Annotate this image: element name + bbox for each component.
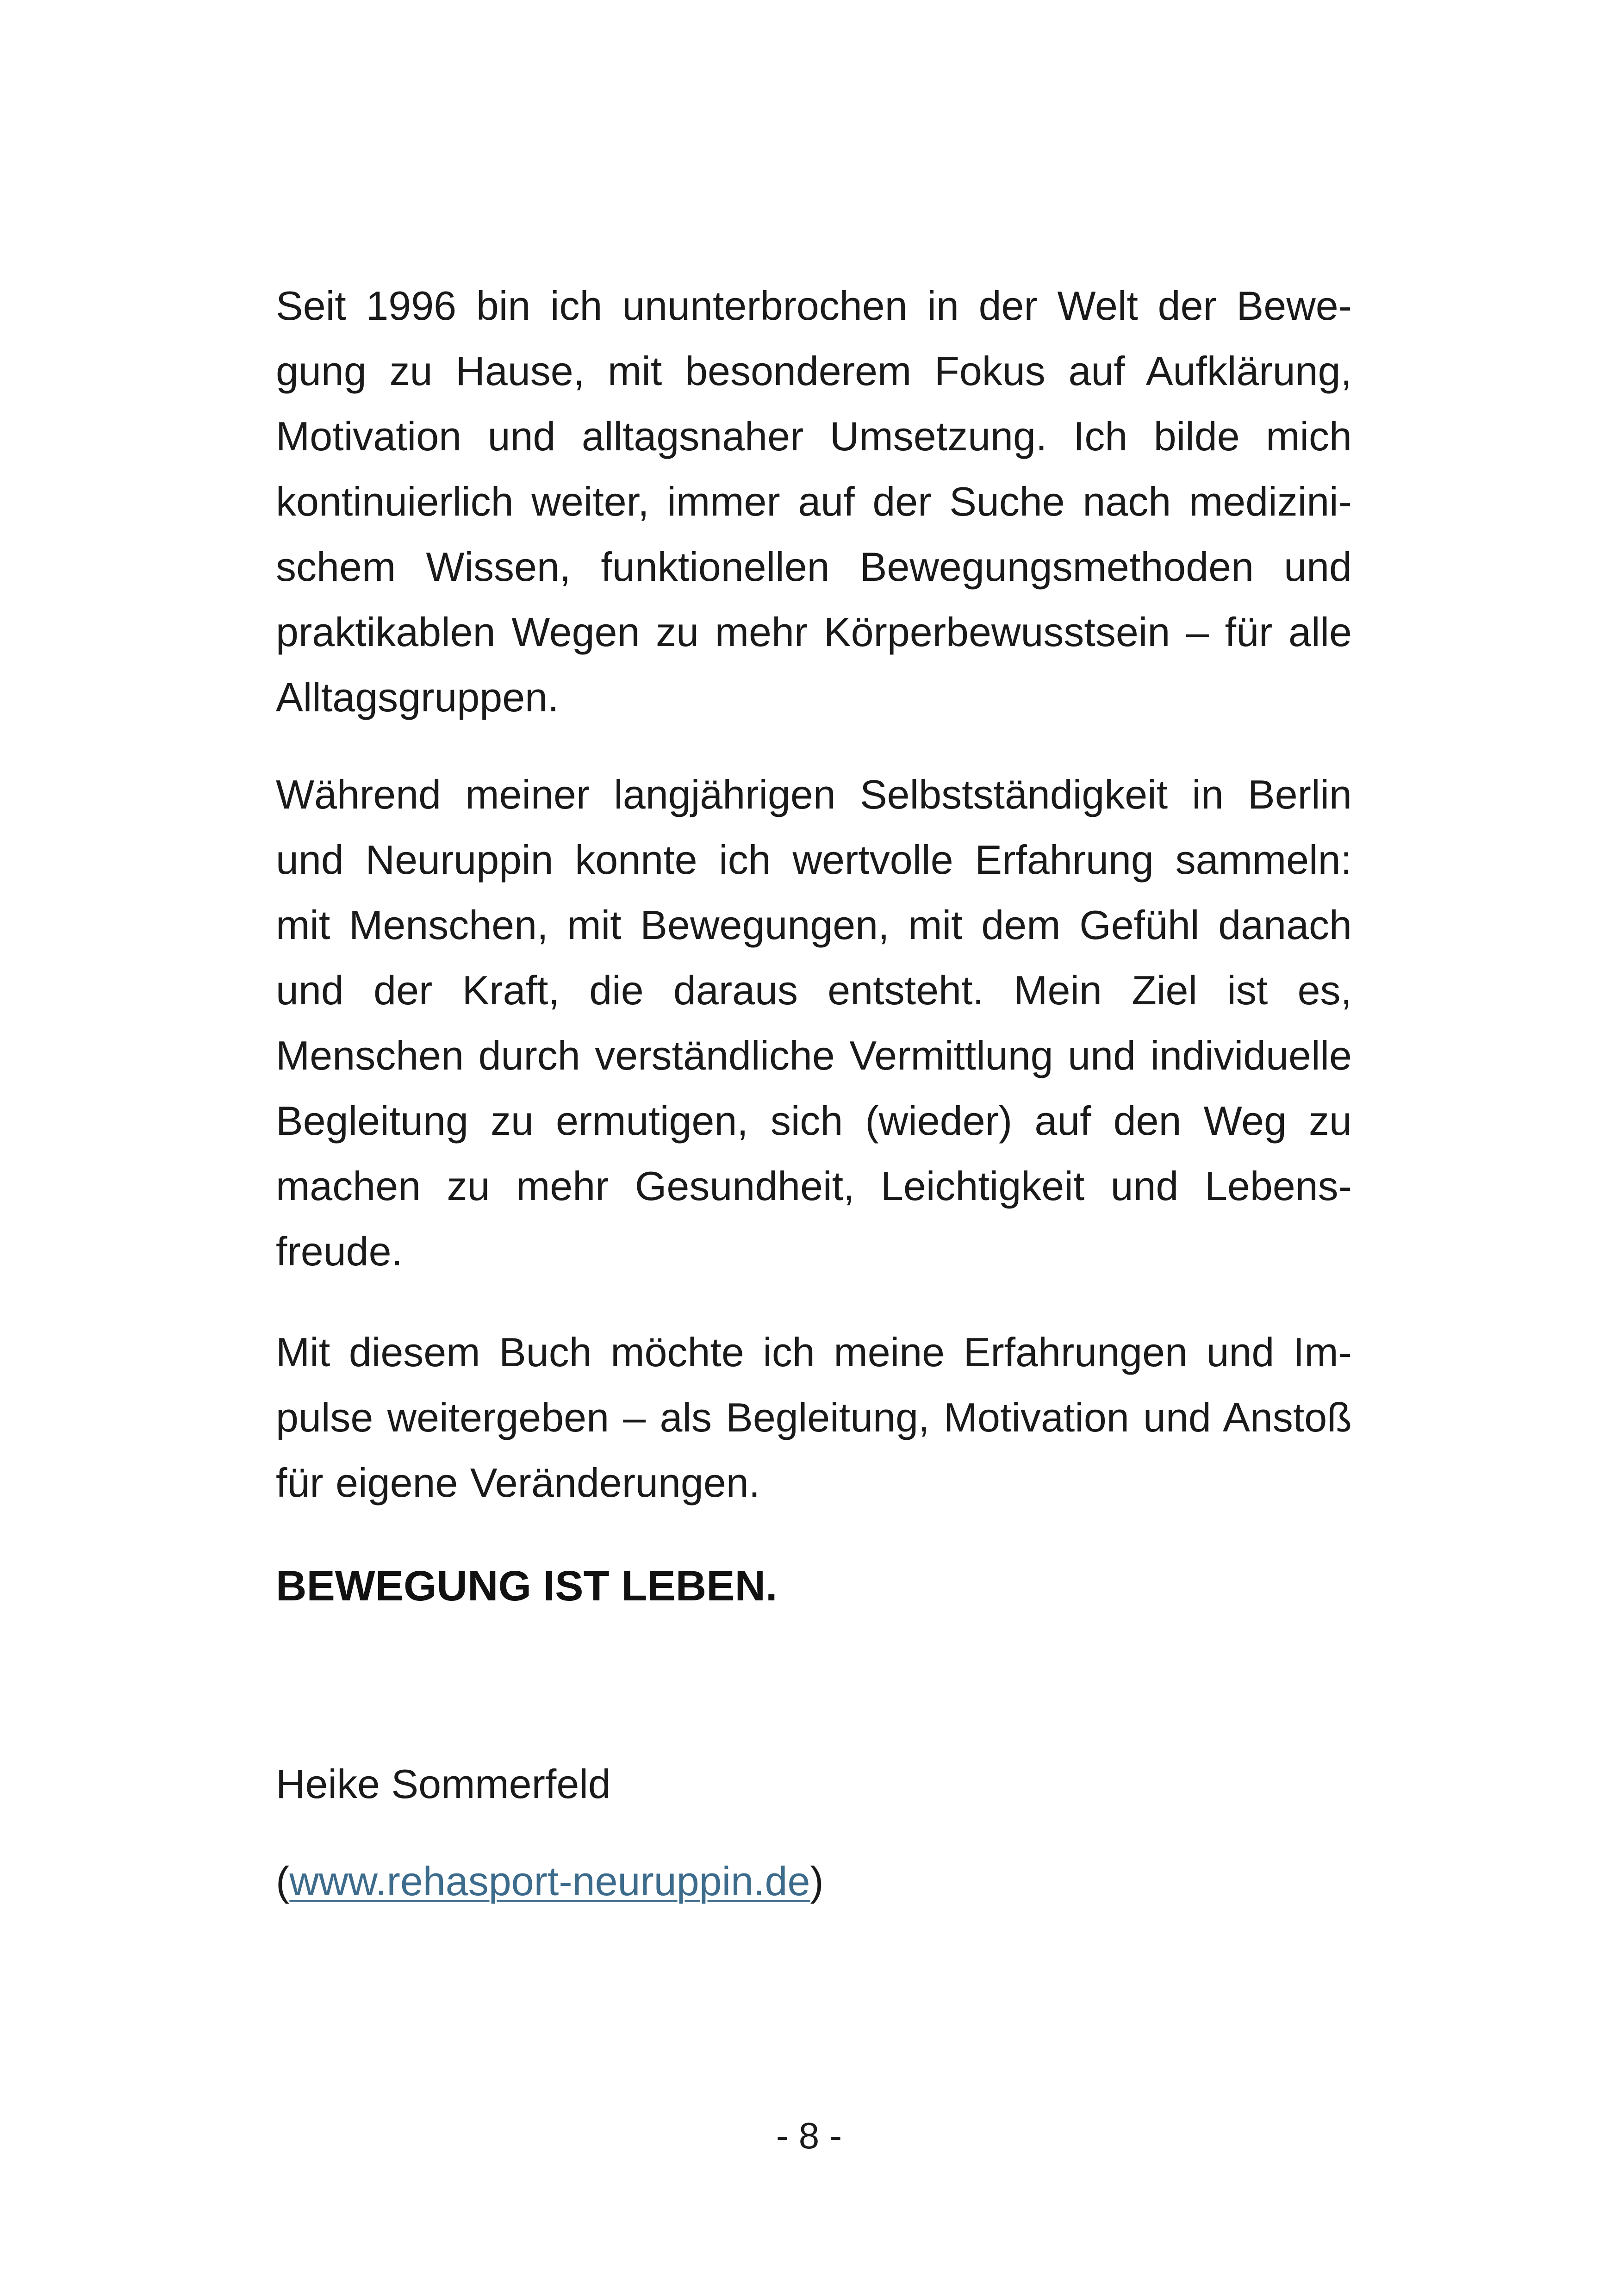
motto-heading: BEWEGUNG IST LEBEN. bbox=[276, 1562, 778, 1610]
paragraph-book-purpose: Mit diesem Buch möchte ich meine Erfahrungen und Impulse weitergeben – als Begleitung, Motivation und Anstoß für eigene Veränderungen. bbox=[276, 1329, 1352, 1506]
website-line bbox=[276, 1851, 824, 1911]
website-link[interactable]: www.rehasport-neuruppin.de bbox=[289, 1858, 810, 1904]
close-parenthesis: ) bbox=[810, 1858, 824, 1904]
author-signature: Heike Sommerfeld bbox=[276, 1761, 611, 1807]
paragraph-experience: Während meiner langjährigen Selbstständigkeit in Berlin und Neuruppin konnte ich wertvolle Erfahrung sammeln: mit Menschen, mit Bewegungen, mit dem Gefühl danach und der Kraft, die daraus entsteht. Mein Ziel ist es, Menschen durch verständliche Vermittlung und individuelle Begleitung zu ermutigen, sich (wieder) auf den Weg zu machen zu mehr Gesundheit, Leichtigkeit und Lebensfreude. bbox=[276, 772, 1352, 1274]
paragraph-intro: Seit 1996 bin ich ununterbrochen in der Welt der Bewegung zu Hause, mit besonderem Fokus auf Aufklärung, Motivation und alltagsnaher Umsetzung. Ich bilde mich kontinuierlich weiter, immer auf der Suche nach medizinischem Wissen, funktionellen Bewegungsmethoden und praktikablen Wegen zu mehr Körperbewusstsein – für alle Alltagsgruppen. bbox=[276, 283, 1352, 720]
page-number: - 8 - bbox=[776, 2115, 842, 2156]
open-parenthesis: ( bbox=[276, 1858, 290, 1904]
